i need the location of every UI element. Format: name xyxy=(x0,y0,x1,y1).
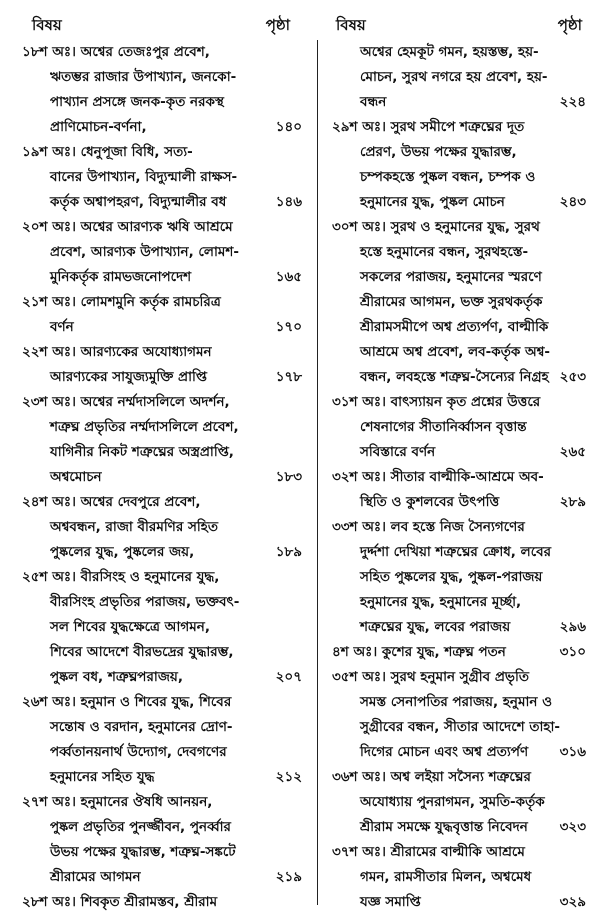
entry-line: ২৫শ অঃ। বীরসিংহ ও হনুমানের যুদ্ধ, xyxy=(22,569,220,585)
entry-line: পুষ্কলের যুদ্ধ, পুষ্কলের জয়, xyxy=(50,544,195,560)
page-number: ৩২৩ xyxy=(556,815,586,840)
page-number: ১৮৯ xyxy=(272,540,302,565)
toc-entry xyxy=(22,340,308,390)
entry-line: ১৯শ অঃ। ধেনুপূজা বিধি, সত্য- xyxy=(22,144,193,160)
entry-line: ২২শ অঃ। আরণ্যকের অযোধ্যাগমন xyxy=(22,344,212,360)
entry-line: স্থিতি ও কুশলবের উৎপত্তি xyxy=(360,494,500,510)
entry-line: অশ্বমোচন xyxy=(50,469,102,485)
entry-line: কর্তৃক অশ্বাপহরণ, বিদ্যুন্মালীর বধ xyxy=(50,194,227,210)
entry-line: শত্রুঘ্ন প্রভৃতির নর্ম্মদাসলিলে প্রবেশ, xyxy=(50,419,239,435)
page-number: ৩১০ xyxy=(556,640,586,665)
entry-line: প্রেরণ, উভয় পক্ষের যুদ্ধারম্ভ, xyxy=(360,144,517,160)
entry-line: ২৯শ অঃ। সুরথ সমীপে শত্রুঘ্নের দূত xyxy=(332,119,525,135)
toc-entry xyxy=(22,290,308,340)
toc-entry xyxy=(332,840,586,915)
entry-line: সবিস্তারে বর্ণন xyxy=(360,444,436,460)
entry-line: শ্রীরামসমীপে অশ্ব প্রত্যর্পণ, বাল্মীকি xyxy=(360,319,549,335)
entry-line: চম্পকহস্তে পুষ্কল বন্ধন, চম্পক ও xyxy=(360,169,536,185)
right-entries xyxy=(332,40,586,915)
toc-entry xyxy=(332,515,586,640)
page-number: ২৬৫ xyxy=(556,440,586,465)
entry-line: ৩২শ অঃ। সীতার বাল্মীকি-আশ্রমে অব- xyxy=(332,469,544,485)
entry-line: সকলের পরাজয়, হনুমানের স্মরণে xyxy=(360,269,542,285)
entry-line: বন্ধন, লবহস্তে শত্রুঘ্ন-সৈন্যের নিগ্রহ xyxy=(360,369,549,385)
page-number: ২০৭ xyxy=(272,665,302,690)
entry-line: ২৮শ অঃ। শিবকৃত শ্রীরামস্তব, শ্রীরাম xyxy=(22,894,218,910)
entry-line: ৩৭শ অঃ। শ্রীরামের বাল্মীকি আশ্রমে xyxy=(332,844,525,860)
entry-line: প্রাণিমোচন-বর্ণনা, xyxy=(50,119,147,135)
toc-entry xyxy=(332,765,586,840)
toc-entry xyxy=(22,565,308,690)
entry-line: বীরসিংহ প্রভৃতির পরাজয়, ভক্তবৎ- xyxy=(50,594,240,610)
entry-line: শেষনাগের সীতানির্ব্বাসন বৃত্তান্ত xyxy=(360,419,527,435)
toc-entry xyxy=(22,390,308,490)
toc-entry xyxy=(332,465,586,515)
page-number: ৩১৬ xyxy=(556,740,586,765)
page-number: ১৬৫ xyxy=(272,265,302,290)
entry-line: শ্রীরামের আগমন, ভক্ত সুরথকর্তৃক xyxy=(360,294,543,310)
toc-entry xyxy=(332,115,586,215)
toc-entry xyxy=(22,215,308,290)
entry-line: সুগ্রীবের বন্ধন, সীতার আদেশে তাহা- xyxy=(360,719,561,735)
entry-line: হনুমানের যুদ্ধ, হনুমানের মূর্চ্ছা, xyxy=(360,594,522,610)
entry-line: ৩৬শ অঃ। অশ্ব লইয়া সসৈন্য শত্রুঘ্নের xyxy=(332,769,531,785)
entry-line: পর্ব্বতানয়নার্থ উদ্যোগ, দেবগণের xyxy=(50,744,227,760)
entry-line: ২০শ অঃ। অশ্বের আরণ্যক ঋষি আশ্রমে xyxy=(22,219,233,235)
entry-line: মুনিকর্তৃক রামভজনোপদেশ xyxy=(50,269,192,285)
entry-line: ২৪শ অঃ। অশ্বের দেবপুরে প্রবেশ, xyxy=(22,494,201,510)
page-number: ২৫৩ xyxy=(556,365,586,390)
page-number: ১৮৩ xyxy=(272,465,302,490)
entry-line: হনুমানের সহিত যুদ্ধ xyxy=(50,769,155,785)
toc-entry xyxy=(22,690,308,790)
subject-heading: বিষয় xyxy=(32,16,62,34)
toc-entry xyxy=(332,640,586,665)
entry-line: হস্তে হনুমানের বন্ধন, সুরথহস্তে- xyxy=(360,244,529,260)
entry-line: সল শিবের যুদ্ধক্ষেত্রে আগমন, xyxy=(50,619,210,635)
entry-line: ঋতম্ভর রাজার উপাখ্যান, জনকো- xyxy=(50,69,237,85)
entry-line: ৩৫শ অঃ। সুরথ হনুমান সুগ্রীব প্রভৃতি xyxy=(332,669,529,685)
entry-line: ২৭শ অঃ। হনুমানের ঔষধি আনয়ন, xyxy=(22,794,213,810)
entry-line: সহিত পুষ্কলের যুদ্ধ, পুষ্কল-পরাজয় xyxy=(360,569,543,585)
entry-line: প্রবেশ, আরণ্যক উপাখ্যান, লোমশ- xyxy=(50,244,239,260)
toc-entry xyxy=(332,40,586,115)
entry-line: গমন, রামসীতার মিলন, অশ্বমেধ xyxy=(360,869,532,885)
page-number: ২১২ xyxy=(272,765,302,790)
left-column-header xyxy=(22,0,308,40)
entry-line: যজ্ঞ সমাপ্তি xyxy=(360,894,421,910)
entry-line: বানের উপাখ্যান, বিদ্যুন্মালী রাক্ষস- xyxy=(50,169,238,185)
entry-line: শত্রুঘ্নের যুদ্ধ, লবের পরাজয় xyxy=(360,619,511,635)
entry-line: বর্ণন xyxy=(50,319,74,335)
entry-line: যাগিনীর নিকট শত্রুঘ্নের অস্ত্রপ্রাপ্তি, xyxy=(50,444,234,460)
entry-line: দিগের মোচন এবং অশ্ব প্রত্যর্পণ xyxy=(360,744,529,760)
entry-line: ১৮শ অঃ। অশ্বের তেজঃপুর প্রবেশ, xyxy=(22,44,210,60)
page-number: ১৪৬ xyxy=(272,190,302,215)
toc-entry xyxy=(332,390,586,465)
entry-line: ২৬শ অঃ। হনুমান ও শিবের যুদ্ধ, শিবের xyxy=(22,694,232,710)
left-entries xyxy=(22,40,308,915)
page-number: ২১৯ xyxy=(272,865,302,890)
page-number: ৩২৯ xyxy=(556,890,586,915)
right-column xyxy=(332,0,586,915)
page-heading: পৃষ্ঠা xyxy=(265,16,290,34)
entry-line: মোচন, সুরথ নগরে হয় প্রবেশ, হয়- xyxy=(360,69,548,85)
page-number: ১৭০ xyxy=(272,315,302,340)
entry-line: পুষ্কল প্রভৃতির পুনর্জ্জীবন, পুনর্ব্বার xyxy=(50,819,231,835)
left-column xyxy=(22,0,308,915)
entry-line: ২৩শ অঃ। অশ্বের নর্ম্মদাসলিলে অদর্শন, xyxy=(22,394,230,410)
entry-line: ৩১শ অঃ। বাৎস্যায়ন কৃত প্রশ্নের উত্তরে xyxy=(332,394,541,410)
right-column-header xyxy=(332,0,586,40)
entry-line: সন্তোষ ও বরদান, হনুমানের দ্রোণ- xyxy=(50,719,233,735)
page-number: ২৪৩ xyxy=(556,190,586,215)
entry-line: শিবের আদেশে বীরভদ্রের যুদ্ধারম্ভ, xyxy=(50,644,234,660)
toc-entry xyxy=(22,40,308,140)
column-divider xyxy=(317,40,318,905)
toc-entry xyxy=(332,215,586,390)
toc-entry xyxy=(22,490,308,565)
subject-heading: বিষয় xyxy=(336,16,366,34)
page-number: ২৮৯ xyxy=(556,490,586,515)
page-number: ১৪০ xyxy=(272,115,302,140)
toc-entry xyxy=(332,665,586,765)
entry-line: আরণ্যকের সাযুজ্যমুক্তি প্রাপ্তি xyxy=(50,369,207,385)
entry-line: অশ্বের হেমকূট গমন, হয়স্তম্ভ, হয়- xyxy=(360,44,539,60)
toc-entry xyxy=(22,140,308,215)
entry-line: হনুমানের যুদ্ধ, পুষ্কল মোচন xyxy=(360,194,505,210)
page-number: ২২৪ xyxy=(556,90,586,115)
entry-line: উভয় পক্ষের যুদ্ধারম্ভ, শত্রুঘ্ন-সঙ্কটে xyxy=(50,844,236,860)
page-number: ১৭৮ xyxy=(272,365,302,390)
entry-line: ৪শ অঃ। কুশের যুদ্ধ, শত্রুঘ্ন পতন xyxy=(332,644,506,660)
entry-line: অযোধ্যায় পুনরাগমন, সুমতি-কর্তৃক xyxy=(360,794,545,810)
page-number: ২৯৬ xyxy=(556,615,586,640)
entry-line: আশ্রমে অশ্ব প্রবেশ, লব-কর্তৃক অশ্ব- xyxy=(360,344,551,360)
toc-entry xyxy=(22,790,308,890)
entry-line: অশ্ববন্ধন, রাজা বীরমণির সহিত xyxy=(50,519,218,535)
entry-line: দুর্দ্দশা দেখিয়া শত্রুঘ্নের ক্রোধ, লবের xyxy=(360,544,552,560)
toc-entry xyxy=(22,890,308,915)
entry-line: পুষ্কল বধ, শত্রুঘ্নপরাজয়, xyxy=(50,669,183,685)
entry-line: ৩০শ অঃ। সুরথ ও হনুমানের যুদ্ধ, সুরথ xyxy=(332,219,540,235)
entry-line: বন্ধন xyxy=(360,94,387,110)
entry-line: ২১শ অঃ। লোমশমুনি কর্তৃক রামচরিত্র xyxy=(22,294,221,310)
entry-line: ৩৩শ অঃ। লব হস্তে নিজ সৈন্যগণের xyxy=(332,519,525,535)
entry-line: সমস্ত সেনাপতির পরাজয়, হনুমান ও xyxy=(360,694,553,710)
entry-line: শ্রীরামের আগমন xyxy=(50,869,141,885)
entry-line: শ্রীরাম সমক্ষে যুদ্ধবৃত্তান্ত নিবেদন xyxy=(360,819,528,835)
page-heading: পৃষ্ঠা xyxy=(557,16,582,34)
entry-line: পাখ্যান প্রসঙ্গে জনক-কৃত নরকস্থ xyxy=(50,94,224,110)
